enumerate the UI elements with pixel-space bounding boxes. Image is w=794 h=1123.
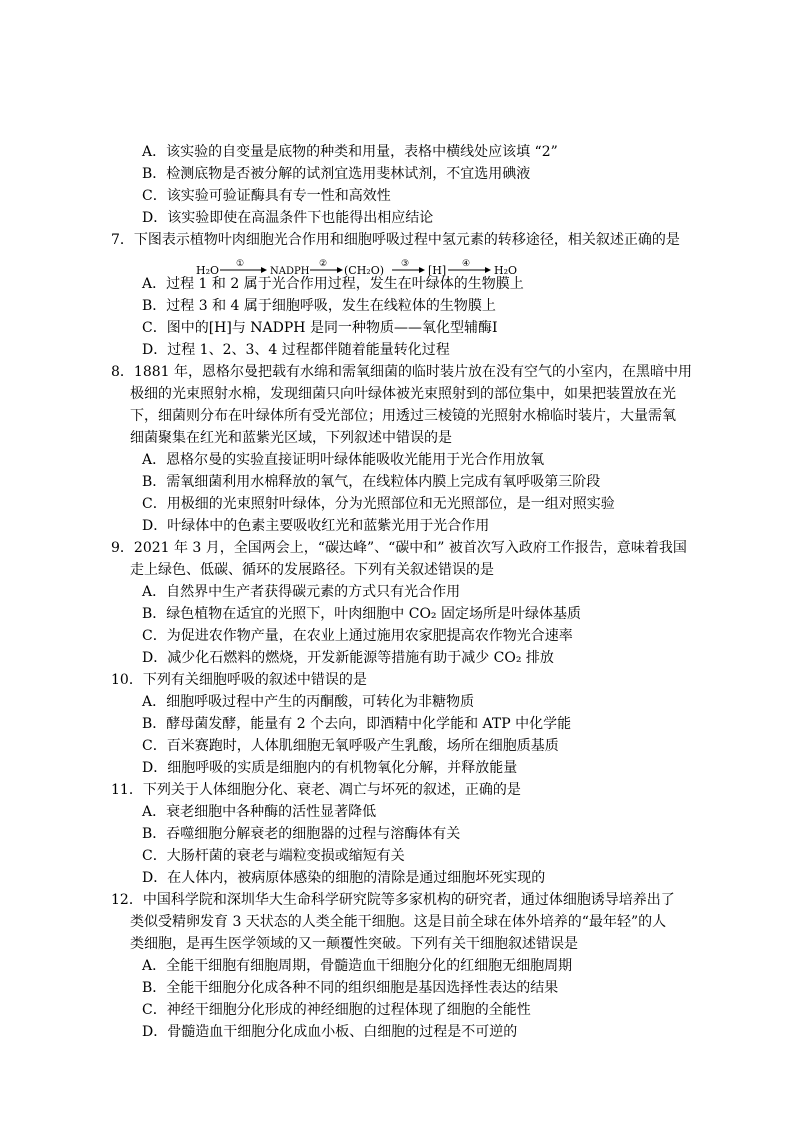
diagram-step-2: ② bbox=[319, 259, 328, 269]
diagram-node-h: [H] bbox=[428, 264, 447, 277]
q7-option-a: A．过程 1 和 2 属于光合作用过程，发生在叶绿体的生物膜上 bbox=[142, 276, 524, 292]
diagram-node-nadph: NADPH bbox=[270, 266, 310, 277]
q10-option-c: C．百米赛跑时，人体肌细胞无氧呼吸产生乳酸，场所在细胞质基质 bbox=[142, 738, 559, 754]
diagram-node-h2o-start: H₂O bbox=[196, 264, 220, 277]
q11-stem: 11．下列关于人体细胞分化、衰老、凋亡与坏死的叙述，正确的是 bbox=[111, 782, 521, 798]
q8-stem-line-1: 8．1881 年，恩格尔曼把载有水绵和需氧细菌的临时装片放在没有空气的小室内，在黑暗中用 bbox=[111, 364, 692, 380]
q9-option-a: A．自然界中生产者获得碳元素的方式只有光合作用 bbox=[142, 584, 461, 600]
q12-option-c: C．神经干细胞分化形成的神经细胞的过程体现了细胞的全能性 bbox=[142, 1002, 531, 1018]
q6-option-c: C．该实验可验证酶具有专一性和高效性 bbox=[142, 188, 391, 204]
q9-stem-line-2: 走上绿色、低碳、循环的发展路径。下列有关叙述错误的是 bbox=[130, 562, 494, 578]
q7-option-c: C．图中的[H]与 NADPH 是同一种物质——氧化型辅酶Ⅰ bbox=[142, 320, 498, 336]
q9-option-b: B．绿色植物在适宜的光照下，叶肉细胞中 CO₂ 固定场所是叶绿体基质 bbox=[142, 606, 581, 622]
q8-stem-line-4: 细菌聚集在红光和蓝紫光区域，下列叙述中错误的是 bbox=[130, 430, 452, 446]
q7-stem: 7．下图表示植物叶肉细胞光合作用和细胞呼吸过程中氢元素的转移途径，相关叙述正确的是 bbox=[111, 232, 680, 248]
q12-option-a: A．全能干细胞有细胞周期，骨髓造血干细胞分化的红细胞无细胞周期 bbox=[142, 958, 573, 974]
q9-option-c: C．为促进农作物产量，在农业上通过施用农家肥提高农作物光合速率 bbox=[142, 628, 573, 644]
q12-stem-line-3: 类细胞，是再生医学领域的又一颠覆性突破。下列有关干细胞叙述错误是 bbox=[130, 936, 578, 952]
q11-option-b: B．吞噬细胞分解衰老的细胞器的过程与溶酶体有关 bbox=[142, 826, 461, 842]
q10-option-d: D．细胞呼吸的实质是细胞内的有机物氧化分解，并释放能量 bbox=[142, 760, 518, 776]
q6-option-b: B．检测底物是否被分解的试剂宜选用斐林试剂，不宜选用碘液 bbox=[142, 166, 531, 182]
q8-option-a: A．恩格尔曼的实验直接证明叶绿体能吸收光能用于光合作用放氧 bbox=[142, 452, 545, 468]
q10-stem: 10．下列有关细胞呼吸的叙述中错误的是 bbox=[111, 672, 367, 688]
q6-option-d: D．该实验即使在高温条件下也能得出相应结论 bbox=[142, 210, 434, 226]
q12-stem-line-2: 类似受精卵发育 3 天状态的人类全能干细胞。这是目前全球在体外培养的“最年轻”的人 bbox=[130, 914, 667, 930]
diagram-step-3: ③ bbox=[401, 259, 410, 269]
diagram-node-ch2o: (CH₂O) bbox=[344, 264, 385, 277]
diagram-step-4: ④ bbox=[462, 259, 471, 269]
q10-option-b: B．酵母菌发酵，能量有 2 个去向，即酒精中化学能和 ATP 中化学能 bbox=[142, 716, 572, 732]
q8-stem-line-2: 极细的光束照射水棉，发现细菌只向叶绿体被光束照射到的部位集中，如果把装置放在光 bbox=[130, 386, 676, 402]
q12-option-d: D．骨髓造血干细胞分化成血小板、白细胞的过程是不可逆的 bbox=[142, 1024, 518, 1040]
q8-option-d: D．叶绿体中的色素主要吸收红光和蓝紫光用于光合作用 bbox=[142, 518, 490, 534]
q7-option-b: B．过程 3 和 4 属于细胞呼吸，发生在线粒体的生物膜上 bbox=[142, 298, 496, 314]
q7-option-d: D．过程 1、2、3、4 过程都伴随着能量转化过程 bbox=[142, 342, 450, 358]
q11-option-d: D．在人体内，被病原体感染的细胞的清除是通过细胞坏死实现的 bbox=[142, 870, 546, 886]
q12-option-b: B．全能干细胞分化成各种不同的组织细胞是基因选择性表达的结果 bbox=[142, 980, 559, 996]
q8-stem-line-3: 下，细菌则分布在叶绿体所有受光部位；用透过三棱镜的光照射水棉临时装片，大量需氧 bbox=[130, 408, 676, 424]
q11-option-a: A．衰老细胞中各种酶的活性显著降低 bbox=[142, 804, 377, 820]
q11-option-c: C．大肠杆菌的衰老与端粒变损或缩短有关 bbox=[142, 848, 405, 864]
q10-option-a: A．细胞呼吸过程中产生的丙酮酸，可转化为非糖物质 bbox=[142, 694, 475, 710]
q9-stem-line-1: 9．2021 年 3 月，全国两会上，“碳达峰”、“碳中和” 被首次写入政府工作报告，意味着我国 bbox=[111, 540, 687, 556]
diagram-step-1: ① bbox=[236, 259, 245, 269]
q12-stem-line-1: 12．中国科学院和深圳华大生命科学研究院等多家机构的研究者，通过体细胞诱导培养出了 bbox=[111, 892, 675, 908]
q6-option-a: A．该实验的自变量是底物的种类和用量，表格中横线处应该填 “2” bbox=[142, 144, 558, 160]
q9-option-d: D．减少化石燃料的燃烧，开发新能源等措施有助于减少 CO₂ 排放 bbox=[142, 650, 554, 666]
diagram-node-h2o-end: H₂O bbox=[494, 264, 518, 277]
q8-option-c: C．用极细的光束照射叶绿体，分为光照部位和无光照部位，是一组对照实验 bbox=[142, 496, 615, 512]
q8-option-b: B．需氧细菌利用水棉释放的氧气，在线粒体内膜上完成有氧呼吸第三阶段 bbox=[142, 474, 601, 490]
